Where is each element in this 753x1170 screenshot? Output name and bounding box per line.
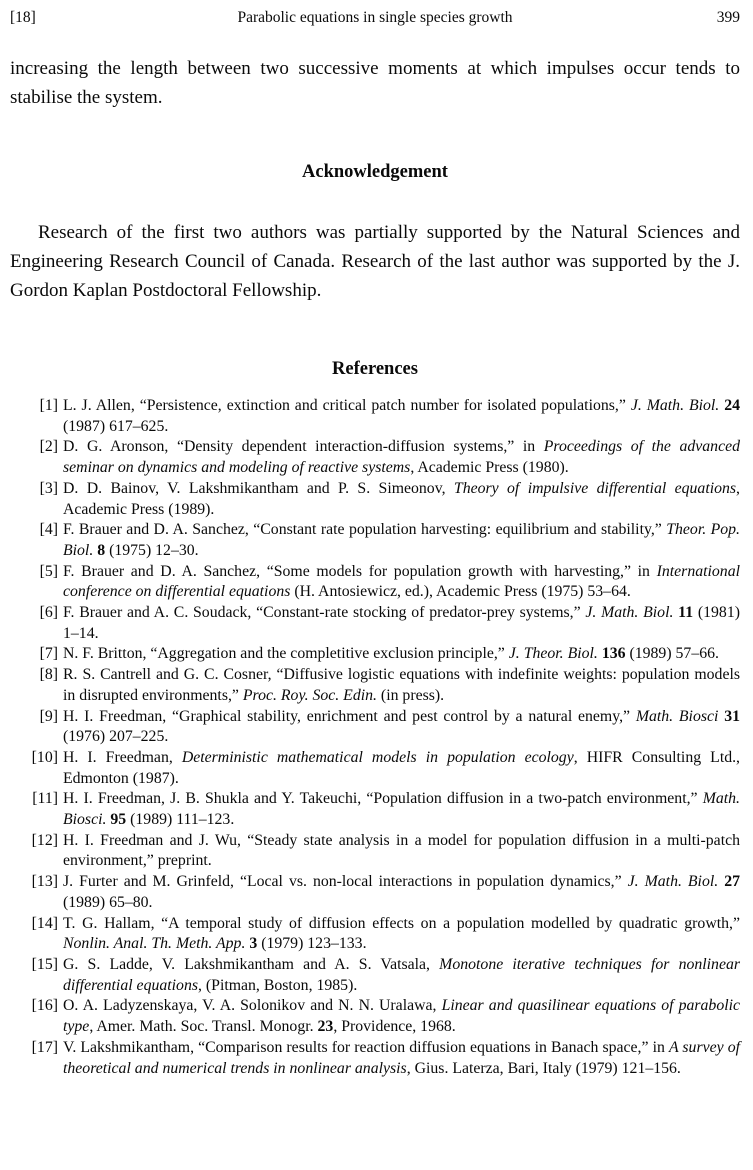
reference-segment: (1975) 12–30. xyxy=(105,541,199,559)
reference-number: [16] xyxy=(31,997,58,1015)
reference-text xyxy=(63,1038,740,1079)
reference-number: [12] xyxy=(31,831,58,849)
reference-number: [7] xyxy=(39,645,58,663)
reference-segment: (in press). xyxy=(376,686,445,704)
reference-segment: (1987) 617–625. xyxy=(63,417,169,435)
reference-text xyxy=(63,748,740,789)
reference-segment: F. Brauer and D. A. Sanchez, “Constant rate population harvesting: equilibrium and stability,” xyxy=(63,521,667,539)
reference-segment: (H. Antosiewicz, ed.), Academic Press (1975) 53–64. xyxy=(290,583,631,601)
reference-segment: N. F. Britton, “Aggregation and the completitive exclusion principle,” xyxy=(63,645,509,663)
reference-segment: (1979) 123–133. xyxy=(257,935,367,953)
reference-number: [9] xyxy=(39,707,58,725)
reference-segment: J. Furter and M. Grinfeld, “Local vs. non-local interactions in population dynamics,” xyxy=(63,873,628,891)
reference-item xyxy=(10,603,740,644)
reference-segment: D. G. Aronson, “Density dependent interaction-diffusion systems,” in xyxy=(63,438,544,456)
reference-segment: (1989) 65–80. xyxy=(63,893,153,911)
reference-segment: J. Math. Biol. xyxy=(630,397,720,414)
acknowledgement-heading: Acknowledgement xyxy=(302,162,448,182)
reference-text xyxy=(63,996,740,1037)
reference-text xyxy=(63,831,740,872)
header-running-title: Parabolic equations in single species growth xyxy=(237,9,513,26)
reference-segment: V. Lakshmikantham, “Comparison results for reaction diffusion equations in Banach space,” in xyxy=(63,1038,669,1056)
reference-segment: , Academic Press (1989). xyxy=(63,479,740,518)
reference-segment: Theory of impulsive differential equations xyxy=(453,479,737,497)
reference-item xyxy=(10,872,740,913)
reference-item xyxy=(10,520,740,561)
reference-text xyxy=(63,955,740,996)
reference-item xyxy=(10,955,740,996)
reference-segment: 136 xyxy=(601,645,626,663)
reference-segment: A survey of theoretical and numerical trends in nonlinear analysis xyxy=(63,1038,740,1077)
reference-text xyxy=(63,437,740,478)
reference-number: [2] xyxy=(39,438,58,456)
reference-segment: 8 xyxy=(97,541,106,559)
reference-segment: 24 xyxy=(724,397,740,414)
reference-segment: Proc. Roy. Soc. Edin. xyxy=(242,686,377,704)
reference-segment: 23 xyxy=(317,1018,334,1036)
reference-number: [15] xyxy=(31,955,58,973)
references-list xyxy=(10,396,740,1079)
body-paragraph: increasing the length between two successive moments at which impulses occur tends to stabilise the system. xyxy=(10,58,740,108)
reference-text xyxy=(63,872,740,913)
reference-item xyxy=(10,831,740,872)
reference-item xyxy=(10,1038,740,1079)
reference-text xyxy=(63,789,740,830)
reference-number: [14] xyxy=(31,914,58,932)
reference-segment: Nonlin. Anal. Th. Meth. App. xyxy=(63,935,246,953)
reference-segment: G. S. Ladde, V. Lakshmikantham and A. S. Vatsala, xyxy=(63,955,440,973)
reference-item xyxy=(10,748,740,789)
reference-segment: J. Math. Biol. xyxy=(585,604,674,622)
reference-segment: T. G. Hallam, “A temporal study of diffusion effects on a population modelled by quadratic growth,” xyxy=(63,914,740,932)
reference-segment: H. I. Freedman, xyxy=(63,748,182,766)
reference-number: [17] xyxy=(31,1038,58,1056)
reference-segment: Monotone iterative techniques for nonlinear differential equations xyxy=(63,955,741,994)
reference-segment: F. Brauer and D. A. Sanchez, “Some models for population growth with harvesting,” in xyxy=(63,562,657,580)
reference-text xyxy=(63,396,740,437)
reference-segment: H. I. Freedman, J. B. Shukla and Y. Takeuchi, “Population diffusion in a two-patch environment,” xyxy=(63,790,703,808)
reference-number: [6] xyxy=(39,604,58,622)
reference-segment: , Providence, 1968. xyxy=(333,1018,456,1036)
reference-segment: Proceedings of the advanced seminar on dynamics and modeling of reactive systems xyxy=(63,438,740,477)
reference-segment: D. D. Bainov, V. Lakshmikantham and P. S. Simeonov, xyxy=(63,479,454,497)
reference-segment: (1976) 207–225. xyxy=(63,728,169,746)
reference-text xyxy=(63,644,740,665)
reference-item xyxy=(10,437,740,478)
reference-number: [10] xyxy=(31,748,58,766)
reference-segment: H. I. Freedman, “Graphical stability, enrichment and pest control by a natural enemy,” xyxy=(63,707,636,725)
reference-segment: 11 xyxy=(678,604,694,622)
reference-number: [1] xyxy=(39,397,58,414)
reference-segment: J. Math. Biol. xyxy=(627,873,719,891)
reference-segment: H. I. Freedman and J. Wu, “Steady state analysis in a model for population diffusion in a multi-patch environment,” preprint. xyxy=(63,831,740,870)
reference-segment: Math. Biosci xyxy=(635,707,719,725)
reference-number: [13] xyxy=(31,873,58,891)
reference-text xyxy=(63,562,740,603)
reference-text xyxy=(63,603,740,644)
reference-segment: , HIFR Consulting Ltd., Edmonton (1987). xyxy=(63,748,740,787)
reference-item xyxy=(10,644,740,665)
reference-number: [11] xyxy=(32,790,58,808)
reference-item xyxy=(10,396,740,437)
reference-segment: 95 xyxy=(110,811,127,829)
reference-text xyxy=(63,707,740,748)
reference-number: [3] xyxy=(39,479,58,497)
reference-item xyxy=(10,914,740,955)
reference-segment: Linear and quasilinear equations of parabolic type xyxy=(63,997,741,1036)
reference-segment: L. J. Allen, “Persistence, extinction and critical patch number for isolated populations,” xyxy=(63,397,631,414)
reference-segment: (1989) 57–66. xyxy=(625,645,719,663)
reference-number: [4] xyxy=(39,521,58,539)
reference-number: [8] xyxy=(39,666,58,684)
reference-item xyxy=(10,707,740,748)
reference-segment: , Academic Press (1980). xyxy=(410,459,569,477)
header-page-number: 399 xyxy=(716,9,740,26)
reference-segment: (1981) 1–14. xyxy=(63,604,740,642)
reference-item xyxy=(10,479,740,520)
reference-segment: , Amer. Math. Soc. Transl. Monogr. xyxy=(89,1018,318,1036)
reference-text xyxy=(63,914,740,955)
reference-text xyxy=(63,479,740,520)
reference-text xyxy=(63,520,740,561)
acknowledgement-paragraph: Research of the first two authors was partially supported by the Natural Sciences and Engineering Research Council of Canada. Research of the last author was supported by the J. Gordon Kaplan Postdoctoral Fellowship. xyxy=(10,222,740,301)
reference-segment: , (Pitman, Boston, 1985). xyxy=(198,976,358,994)
references-heading: References xyxy=(332,359,418,379)
reference-segment: , Gius. Laterza, Bari, Italy (1979) 121–156. xyxy=(406,1059,681,1077)
reference-segment: Deterministic mathematical models in population ecology xyxy=(181,748,574,766)
reference-segment: 31 xyxy=(724,707,740,725)
reference-segment: J. Theor. Biol. xyxy=(508,645,598,663)
reference-segment: Theor. Pop. Biol. xyxy=(63,521,740,559)
reference-item xyxy=(10,562,740,603)
reference-item xyxy=(10,996,740,1037)
header-issue-number: [18] xyxy=(10,9,36,26)
running-head xyxy=(10,8,740,28)
reference-segment: 27 xyxy=(724,873,740,891)
reference-segment: O. A. Ladyzenskaya, V. A. Solonikov and N. N. Uralawa, xyxy=(63,997,442,1015)
reference-text xyxy=(63,665,740,706)
reference-segment: Math. Biosci. xyxy=(63,790,740,829)
reference-item xyxy=(10,789,740,830)
reference-item xyxy=(10,665,740,706)
reference-segment: R. S. Cantrell and G. C. Cosner, “Diffusive logistic equations with indefinite weights: population models in disrupted environments,” xyxy=(63,666,740,704)
reference-segment: F. Brauer and A. C. Soudack, “Constant-rate stocking of predator-prey systems,” xyxy=(63,604,586,622)
reference-segment: 3 xyxy=(249,935,258,953)
reference-segment: International conference on differential equations xyxy=(63,562,740,601)
reference-number: [5] xyxy=(39,562,58,580)
reference-segment: (1989) 111–123. xyxy=(126,811,235,829)
